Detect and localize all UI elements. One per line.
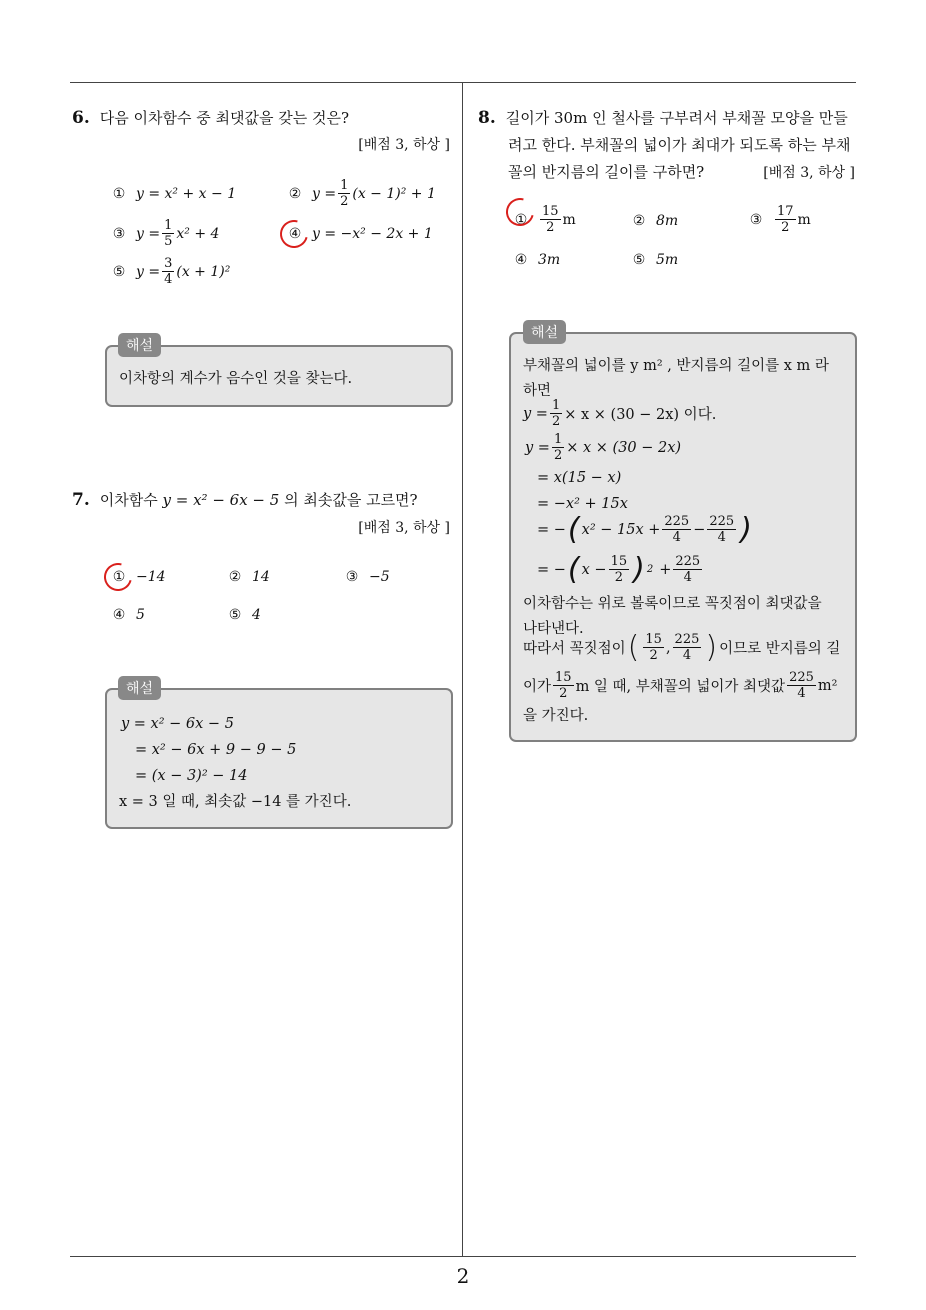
option-text-pre: y = (136, 263, 161, 280)
option-text-pre: y = (312, 185, 337, 202)
left-paren: ( (627, 629, 640, 665)
q8-text-line-1: 길이가 30m 인 철사를 구부려서 부채꼴 모양을 만들 (505, 109, 848, 127)
option-marker: ② (228, 569, 242, 585)
q8-exp-line-11: 따라서 꼭짓점이 ( $\frac{15}{2}$ , $\frac{225}{4}$ ) 이므로 반지름의 길 (523, 629, 841, 665)
option-text: 5 (136, 607, 145, 623)
option-marker: ⑤ (228, 607, 242, 623)
q7-text-post: 의 최솟값을 고르면? (284, 491, 418, 509)
answer-circle-mark (275, 215, 313, 253)
q6-option-5[interactable] (108, 256, 230, 287)
q8-option-1[interactable] (510, 204, 576, 235)
option-text: y = −x² − 2x + 1 (312, 226, 433, 242)
option-text: −14 (136, 569, 166, 585)
column-divider (462, 83, 463, 1257)
option-text: 14 (252, 569, 270, 585)
option-text: −5 (369, 569, 390, 585)
q8-option-4[interactable] (510, 252, 560, 268)
option-text-post: (x + 1)² (176, 263, 231, 280)
option-unit: m (797, 211, 811, 228)
option-text: 4 (252, 607, 261, 623)
q7-option-1[interactable] (108, 569, 166, 585)
option-marker: ⑤ (112, 263, 126, 280)
right-paren: ) (740, 511, 752, 547)
option-marker: ④ (112, 607, 126, 623)
fraction: $\frac{225}{4}$ (789, 670, 814, 701)
q8-exp-line-9: 이차함수는 위로 볼록이므로 꼭짓점이 최댓값을 (523, 596, 822, 612)
q8-text-line-2: 려고 한다. 부채꼴의 넓이가 최대가 되도록 하는 부채 (508, 136, 851, 154)
q7-option-3[interactable] (341, 569, 390, 585)
fraction: $\frac{225}{4}$ (664, 514, 690, 545)
option-unit: m (562, 211, 576, 228)
fraction: $\frac{15}{2}$ (542, 204, 559, 235)
top-rule (70, 82, 856, 83)
left-paren: ( (567, 551, 580, 587)
q8-exp-line-8: = − ( x − $\frac{15}{2}$ ) 2 + $\frac{225}{4}$ (537, 551, 701, 587)
q8-explanation-tag: 해설 (523, 320, 566, 344)
fraction: $\frac{225}{4}$ (674, 632, 700, 663)
q7-text-pre: 이차함수 (99, 491, 158, 509)
q7-option-4[interactable] (108, 607, 145, 623)
q7-explanation-box (105, 688, 453, 829)
fraction: $\frac{15}{2}$ (610, 554, 628, 585)
left-paren: ( (567, 511, 580, 547)
right-paren: ) (705, 629, 718, 665)
q6-explanation-text: 이차항의 계수가 음수인 것을 찾는다. (119, 371, 353, 387)
fraction: $\frac{225}{4}$ (709, 514, 735, 545)
q6-question (72, 105, 349, 132)
fraction: $\frac{3}{4}$ (164, 256, 173, 287)
page-number: 2 (456, 1264, 470, 1288)
q7-score: [배점 3, 하상 ] (358, 520, 450, 536)
q8-exp-line-10: 나타낸다. (523, 621, 584, 637)
answer-circle-mark (501, 193, 539, 231)
q6-option-1[interactable] (108, 186, 236, 202)
q6-text: 다음 이차함수 중 최댓값을 갖는 것은? (99, 109, 349, 127)
q8-exp-line-1: 부채꼴의 넓이를 y m² , 반지름의 길이를 x m 라 (523, 358, 829, 374)
q8-exp-line-4: y = $\frac{1}{2}$ × x × (30 − 2x) (525, 432, 682, 463)
q8-exp-line-12: 이가 $\frac{15}{2}$ m 일 때, 부채꼴의 넓이가 최댓값 $\frac{225}{4}$ m² (523, 670, 838, 701)
q7-number: 7. (72, 490, 90, 510)
option-marker: ④ (514, 252, 528, 268)
fraction: $\frac{1}{2}$ (340, 178, 349, 209)
q8-text-line-3: 꼴의 반지름의 길이를 구하면? (508, 163, 705, 181)
option-text: 3m (538, 252, 561, 268)
q6-number: 6. (72, 108, 90, 128)
q6-option-3[interactable] (108, 218, 219, 249)
option-marker: ③ (112, 225, 126, 242)
q8-exp-line-6: = −x² + 15x (537, 496, 628, 512)
q8-score: [배점 3, 하상 ] (763, 165, 855, 181)
q7-option-5[interactable] (224, 607, 261, 623)
q7-exp-line-2: = x² − 6x + 9 − 9 − 5 (135, 742, 297, 758)
q8-number: 8. (478, 108, 496, 128)
q6-score: [배점 3, 하상 ] (358, 137, 450, 153)
option-text: y = x² + x − 1 (136, 186, 237, 202)
q7-equation: y = x² − 6x − 5 (162, 491, 280, 509)
fraction: $\frac{1}{2}$ (553, 432, 563, 463)
q7-exp-line-4: x = 3 일 때, 최솟값 −14 를 가진다. (119, 794, 352, 810)
q8-explanation-box (509, 332, 857, 742)
q8-option-5[interactable] (628, 252, 678, 268)
fraction: $\frac{1}{5}$ (164, 218, 173, 249)
option-marker: ④ (288, 226, 302, 242)
bottom-rule (70, 1256, 856, 1257)
q7-exp-line-1: y = x² − 6x − 5 (121, 716, 234, 732)
option-marker: ③ (749, 211, 763, 228)
q8-exp-line-5: = x(15 − x) (537, 470, 622, 486)
option-marker: ① (112, 186, 126, 202)
fraction: $\frac{225}{4}$ (675, 554, 701, 585)
q8-exp-line-7: = − ( x² − 15x + $\frac{225}{4}$ − $\frac{225}{4}$ ) (537, 511, 752, 547)
option-text-pre: y = (136, 225, 161, 242)
fraction: $\frac{15}{2}$ (645, 632, 662, 663)
q8-exp-line-13: 을 가진다. (523, 708, 589, 724)
q7-exp-line-3: = (x − 3)² − 14 (135, 768, 248, 784)
answer-circle-mark (99, 558, 137, 596)
q8-option-3[interactable] (745, 204, 811, 235)
q8-option-2[interactable] (628, 213, 678, 229)
q8-exp-line-2: 하면 (523, 383, 552, 399)
q7-explanation-tag: 해설 (118, 676, 161, 700)
q7-question (72, 487, 418, 514)
fraction: $\frac{15}{2}$ (555, 670, 572, 701)
q6-option-2[interactable] (284, 178, 436, 209)
option-marker: ① (514, 211, 528, 228)
option-marker: ① (112, 569, 126, 585)
option-text: 5m (656, 252, 679, 268)
option-marker: ② (632, 213, 646, 229)
fraction: $\frac{17}{2}$ (777, 204, 794, 235)
right-paren: ) (633, 551, 645, 587)
q8-exp-line-3: y = $\frac{1}{2}$ × x × (30 − 2x) 이다. (523, 398, 717, 429)
q6-option-4[interactable] (284, 226, 433, 242)
fraction: $\frac{1}{2}$ (551, 398, 561, 429)
option-marker: ⑤ (632, 252, 646, 268)
option-text-post: (x − 1)² + 1 (352, 185, 436, 202)
q7-option-2[interactable] (224, 569, 270, 585)
option-marker: ③ (345, 569, 359, 585)
option-marker: ② (288, 185, 302, 202)
option-text-post: x² + 4 (176, 225, 220, 242)
q6-explanation-tag: 해설 (118, 333, 161, 357)
option-text: 8m (656, 213, 679, 229)
